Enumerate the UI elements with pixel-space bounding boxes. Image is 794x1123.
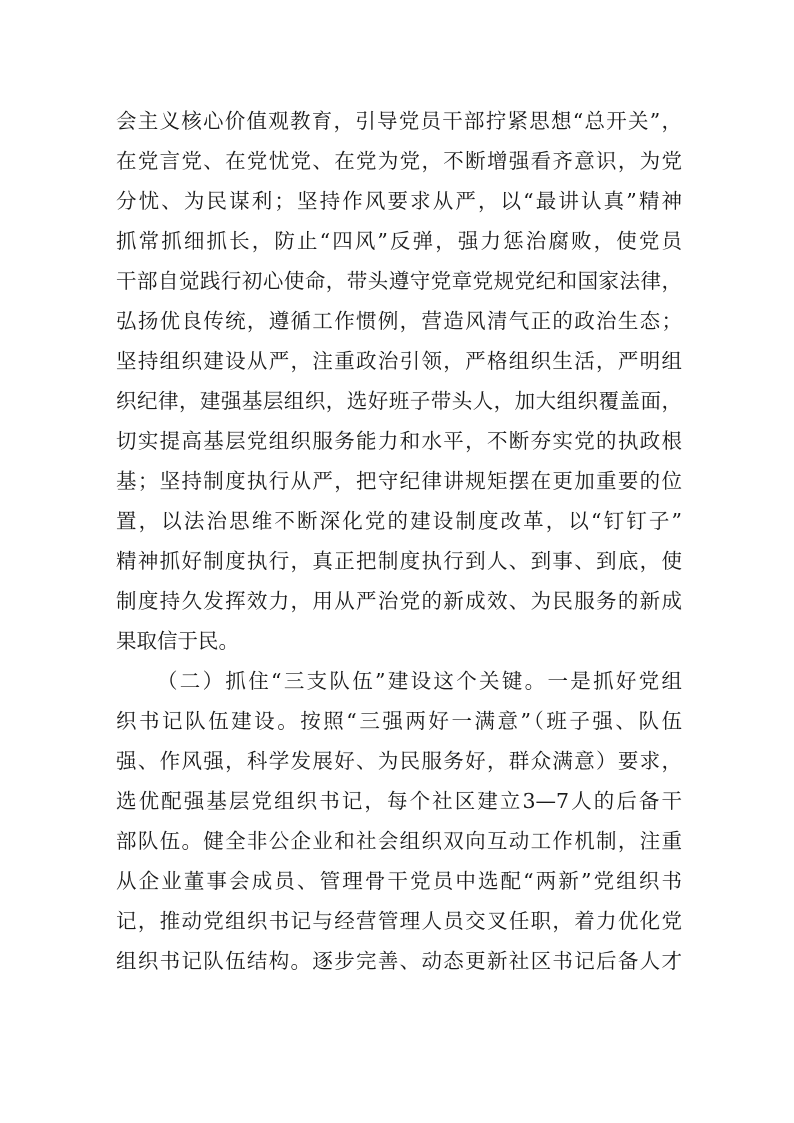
text-line: 弘扬优良传统，遵循工作惯例，营造风清气正的政治生态；	[116, 309, 682, 333]
text-line: 组织书记队伍结构。逐步完善、动态更新社区书记后备人才	[116, 949, 682, 973]
section-heading-line: （二）抓住“三支队伍”建设这个关键。一是抓好党组	[157, 669, 682, 693]
body-text	[116, 101, 682, 981]
text-line: 记，推动党组织书记与经营管理人员交叉任职，着力优化党	[116, 909, 682, 933]
text-line: 基；坚持制度执行从严，把守纪律讲规矩摆在更加重要的位	[116, 469, 682, 493]
text-line: 坚持组织建设从严，注重政治引领，严格组织生活，严明组	[116, 349, 682, 373]
text-line: 选优配强基层党组织书记，每个社区建立3—7人的后备干	[116, 789, 682, 813]
text-line: 制度持久发挥效力，用从严治党的新成效、为民服务的新成	[116, 589, 682, 613]
text-line: 精神抓好制度执行，真正把制度执行到人、到事、到底，使	[116, 549, 682, 573]
text-line: 织书记队伍建设。按照“三强两好一满意”（班子强、队伍	[116, 709, 682, 733]
text-line: 会主义核心价值观教育，引导党员干部拧紧思想“总开关”，	[116, 109, 682, 133]
text-line: 分忧、为民谋利；坚持作风要求从严，以“最讲认真”精神	[116, 189, 682, 213]
text-line: 部队伍。健全非公企业和社会组织双向互动工作机制，注重	[116, 829, 682, 853]
text-line: 切实提高基层党组织服务能力和水平，不断夯实党的执政根	[116, 429, 682, 453]
text-line: 在党言党、在党忧党、在党为党，不断增强看齐意识，为党	[116, 149, 682, 173]
text-line: 置，以法治思维不断深化党的建设制度改革，以“钉钉子”	[116, 509, 682, 533]
text-line: 干部自觉践行初心使命，带头遵守党章党规党纪和国家法律，	[116, 269, 682, 293]
text-line: 强、作风强，科学发展好、为民服务好，群众满意）要求，	[116, 749, 682, 773]
paragraph-last-line: 果取信于民。	[116, 629, 239, 653]
text-line: 从企业董事会成员、管理骨干党员中选配“两新”党组织书	[116, 869, 682, 893]
text-line: 织纪律，建强基层组织，选好班子带头人，加大组织覆盖面，	[116, 389, 682, 413]
text-line: 抓常抓细抓长，防止“四风”反弹，强力惩治腐败，使党员	[116, 229, 682, 253]
